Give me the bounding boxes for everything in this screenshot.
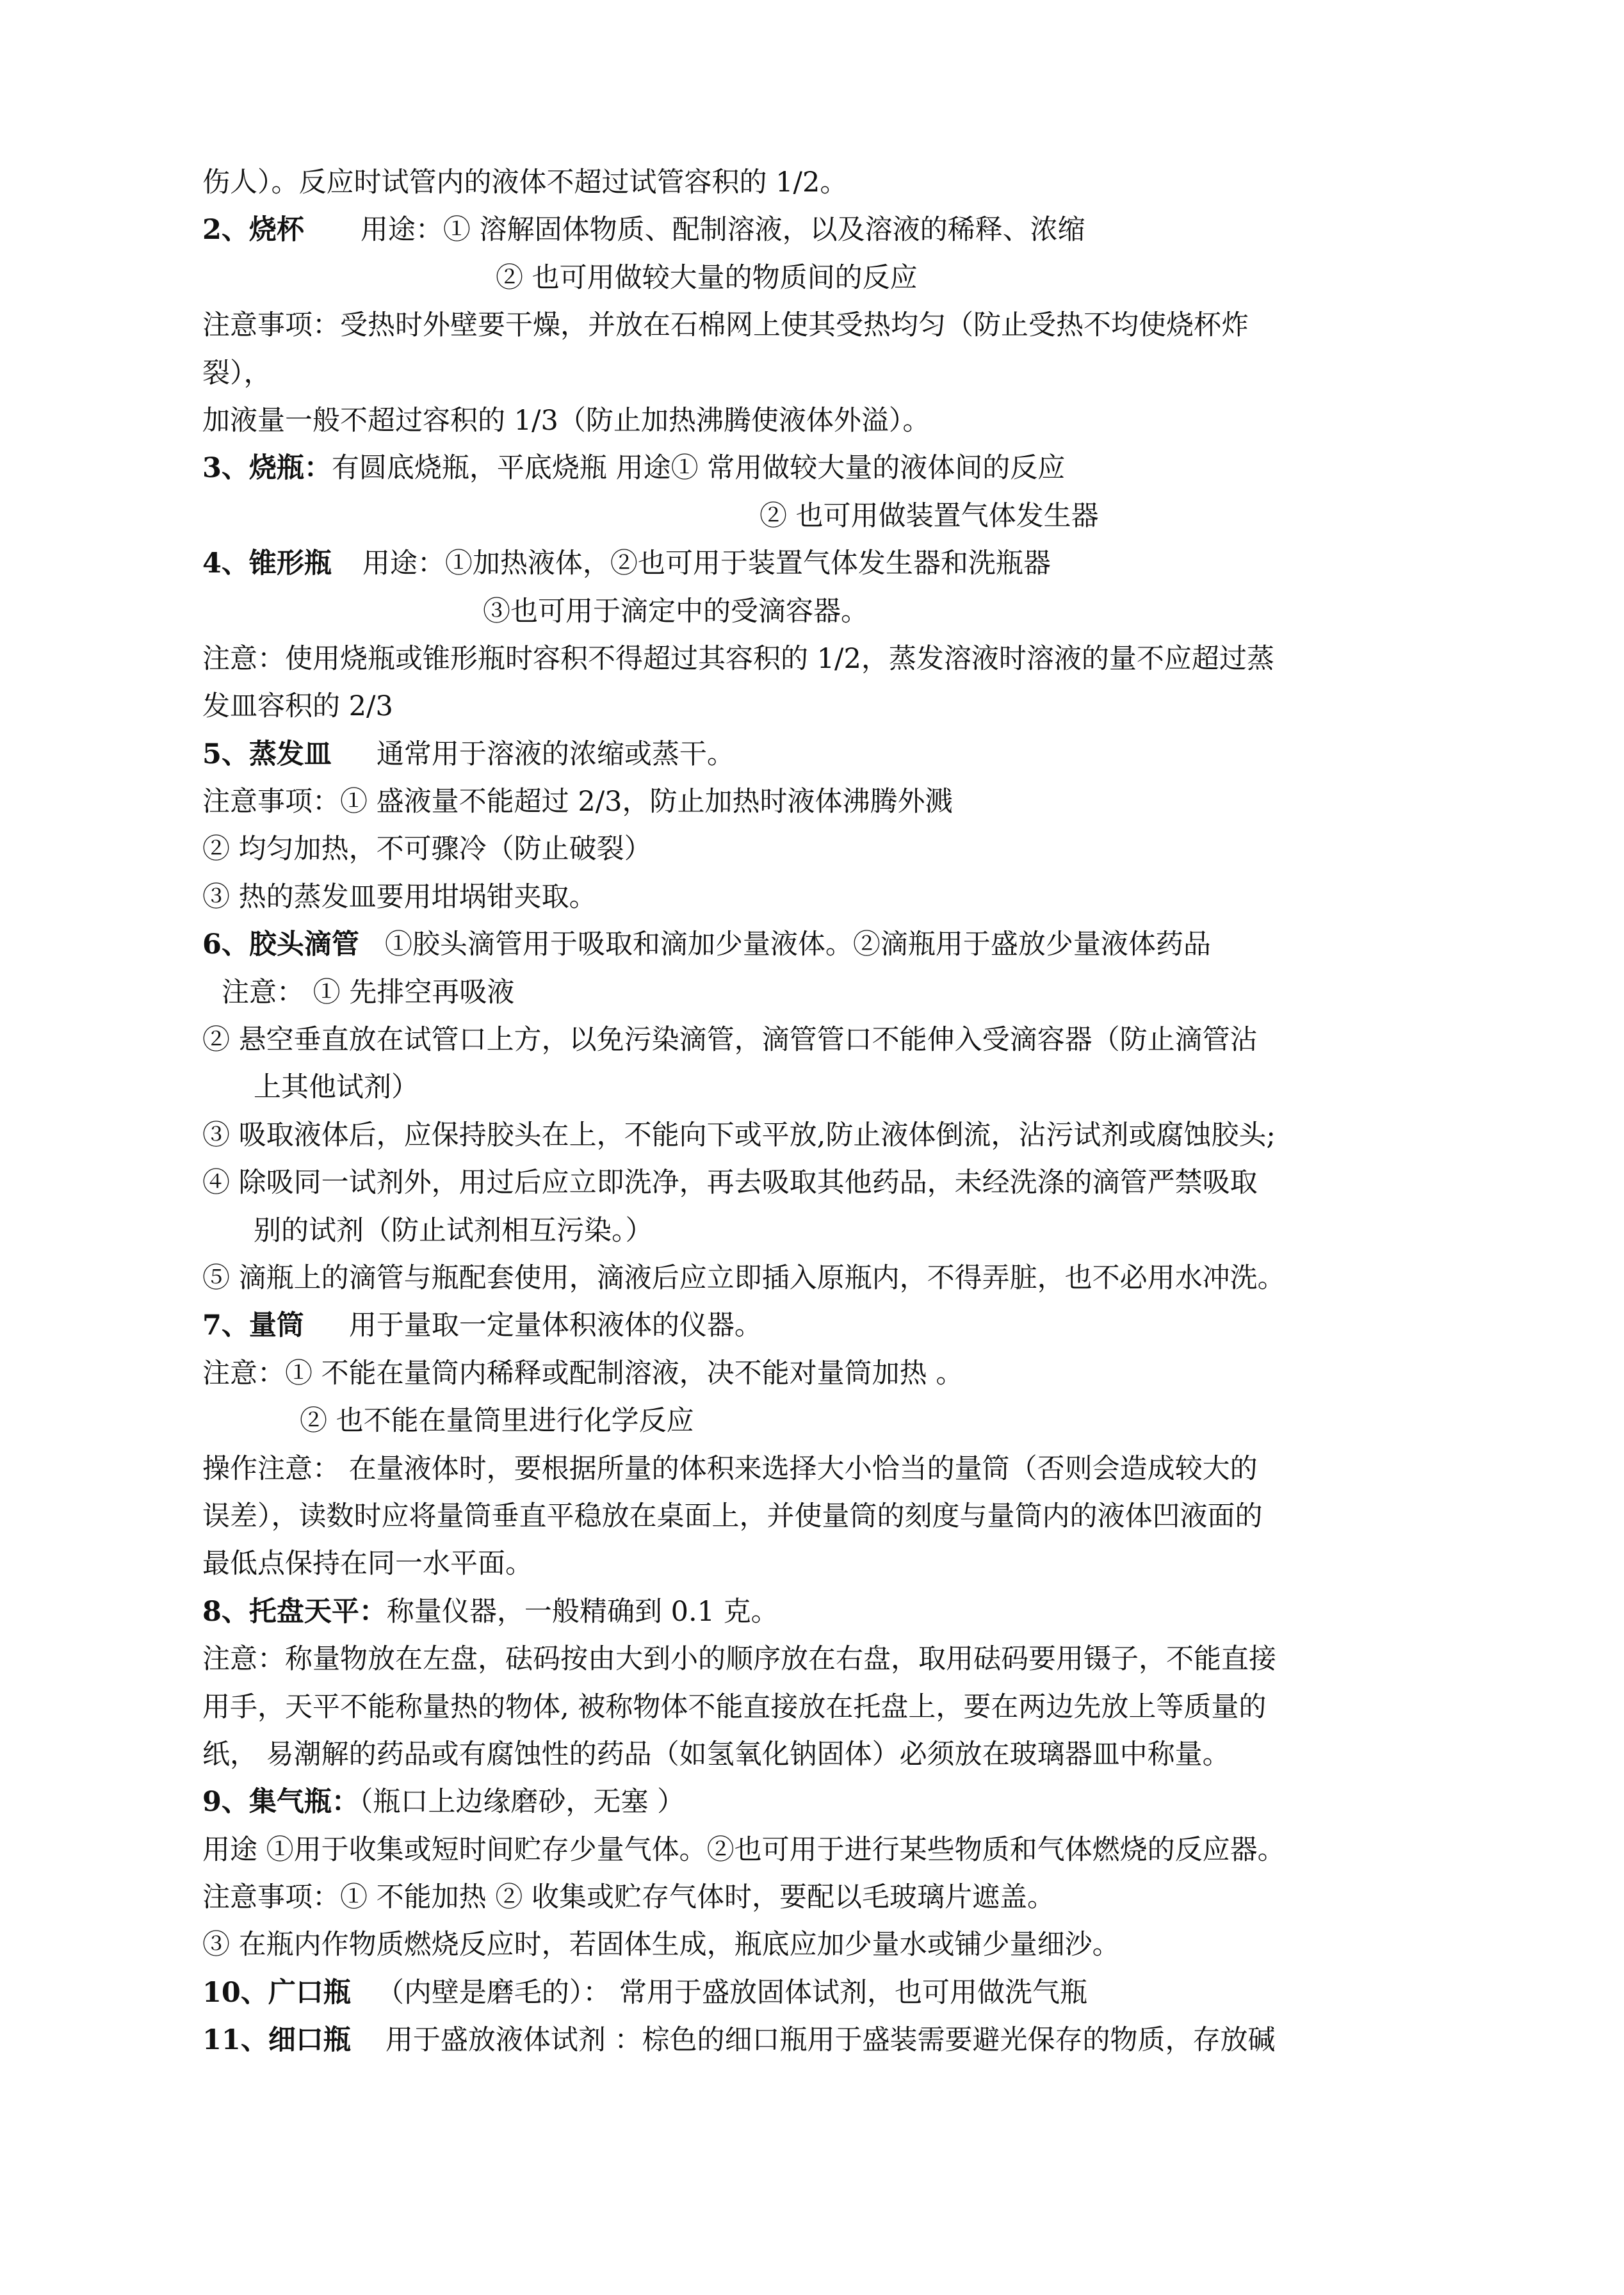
text-line: 加液量一般不超过容积的 1/3（防止加热沸腾使液体外溢）。 <box>202 404 930 437</box>
text-line: 注意：① 不能在量筒内稀释或配制溶液，决不能对量筒加热 。 <box>202 1357 964 1390</box>
text-line: ③ 热的蒸发皿要用坩埚钳夹取。 <box>202 880 597 913</box>
text-line: 上其他试剂） <box>254 1071 419 1104</box>
text-line: 别的试剂（防止试剂相互污染。） <box>254 1214 653 1247</box>
text-line: ② 均匀加热，不可骤冷（防止破裂） <box>202 833 652 866</box>
section-heading: 9、集气瓶： <box>202 1786 359 1819</box>
section-heading: 6、胶头滴管 <box>202 929 359 961</box>
section-heading: 11、细口瓶 <box>202 2024 351 2057</box>
text-line: 注意事项：① 不能加热 ② 收集或贮存气体时，要配以毛玻璃片遮盖。 <box>202 1881 1055 1914</box>
section-balance-title: 8、托盘天平：称量仪器，一般精确到 0.1 克。 <box>202 1595 779 1628</box>
text-line: 用手，天平不能称量热的物体, 被称物体不能直接放在托盘上，要在两边先放上等质量的 <box>202 1691 1267 1723</box>
text-line: 裂）， <box>202 357 272 389</box>
text-line: 用途 ①用于收集或短时间贮存少量气体。②也可用于进行某些物质和气体燃烧的反应器。 <box>202 1833 1285 1866</box>
text-line: 发皿容积的 2/3 <box>202 690 393 723</box>
text-line: 注意事项：① 盛液量不能超过 2/3，防止加热时液体沸腾外溅 <box>202 786 953 818</box>
section-heading: 10、广口瓶 <box>202 1976 351 2009</box>
text-line: ② 也可用做装置气体发生器 <box>759 499 1099 532</box>
text-line: 注意： ① 先排空再吸液 <box>222 976 515 1009</box>
section-heading: 3、烧瓶： <box>202 452 332 485</box>
text-line: 注意：使用烧瓶或锥形瓶时容积不得超过其容积的 1/2，蒸发溶液时溶液的量不应超过蒸 <box>202 642 1274 675</box>
section-heading: 5、蒸发皿 <box>202 738 332 770</box>
section-beaker-title: 2、烧杯 用途：① 溶解固体物质、配制溶液，以及溶液的稀释、浓缩 <box>202 214 1085 247</box>
text-line: ② 也可用做较大量的物质间的反应 <box>496 261 918 294</box>
text-line: ⑤ 滴瓶上的滴管与瓶配套使用，滴液后应立即插入原瓶内，不得弄脏，也不必用水冲洗。 <box>202 1261 1285 1294</box>
text-line: ③ 在瓶内作物质燃烧反应时，若固体生成，瓶底应加少量水或铺少量细沙。 <box>202 1929 1120 1961</box>
text-line: ③也可用于滴定中的受滴容器。 <box>483 595 868 628</box>
section-dropper-title: 6、胶头滴管 ①胶头滴管用于吸取和滴加少量液体。②滴瓶用于盛放少量液体药品 <box>202 929 1211 961</box>
section-heading: 4、锥形瓶 <box>202 547 332 580</box>
text-line: ④ 除吸同一试剂外，用过后应立即洗净，再去吸取其他药品，未经洗涤的滴管严禁吸取 <box>202 1167 1258 1199</box>
section-measuring-cylinder-title: 7、量筒 用于量取一定量体积液体的仪器。 <box>202 1310 762 1342</box>
section-conical-flask-title: 4、锥形瓶 用途：①加热液体，②也可用于装置气体发生器和洗瓶器 <box>202 547 1051 580</box>
text-line: ③ 吸取液体后，应保持胶头在上，不能向下或平放,防止液体倒流，沾污试剂或腐蚀胶头; <box>202 1119 1276 1151</box>
text-line: 注意事项：受热时外壁要干燥，并放在石棉网上使其受热均匀（防止受热不均使烧杯炸 <box>202 309 1249 342</box>
section-wide-mouth-bottle-title: 10、广口瓶 （内壁是磨毛的）： 常用于盛放固体试剂，也可用做洗气瓶 <box>202 1976 1088 2009</box>
text-line: 纸， 易潮解的药品或有腐蚀性的药品（如氢氧化钠固体）必须放在玻璃器皿中称量。 <box>202 1738 1230 1771</box>
text-line: 操作注意： 在量液体时，要根据所量的体积来选择大小恰当的量筒（否则会造成较大的 <box>202 1452 1258 1485</box>
section-gas-bottle-title: 9、集气瓶：（瓶口上边缘磨砂，无塞 ） <box>202 1786 685 1819</box>
section-evaporating-dish-title: 5、蒸发皿 通常用于溶液的浓缩或蒸干。 <box>202 738 735 770</box>
section-flask-title: 3、烧瓶：有圆底烧瓶，平底烧瓶 用途① 常用做较大量的液体间的反应 <box>202 452 1066 485</box>
text-line: 误差），读数时应将量筒垂直平稳放在桌面上，并使量筒的刻度与量筒内的液体凹液面的 <box>202 1500 1263 1532</box>
section-heading: 8、托盘天平： <box>202 1595 387 1628</box>
text-line: 伤人）。反应时试管内的液体不超过试管容积的 1/2。 <box>202 166 848 199</box>
text-line: ② 悬空垂直放在试管口上方，以免污染滴管，滴管管口不能伸入受滴容器（防止滴管沾 <box>202 1024 1258 1057</box>
document-page <box>202 159 1483 2064</box>
section-heading: 7、量筒 <box>202 1310 304 1342</box>
text-line: 最低点保持在同一水平面。 <box>202 1548 533 1580</box>
text-line: ② 也不能在量筒里进行化学反应 <box>300 1405 694 1438</box>
section-narrow-mouth-bottle-title: 11、细口瓶 用于盛放液体试剂 ：棕色的细口瓶用于盛装需要避光保存的物质，存放碱 <box>202 2024 1276 2057</box>
text-line: 注意：称量物放在左盘，砝码按由大到小的顺序放在右盘，取用砝码要用镊子，不能直接 <box>202 1643 1276 1676</box>
section-heading: 2、烧杯 <box>202 214 304 247</box>
